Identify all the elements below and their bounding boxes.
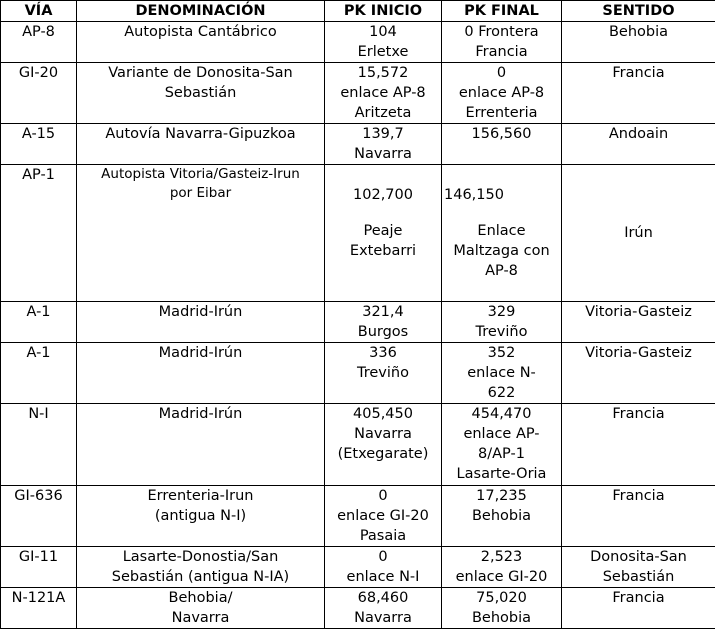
via-cell: A-1: [1, 302, 77, 343]
via-cell: AP-1: [1, 165, 77, 302]
table-row: [1, 547, 715, 588]
pk-inicio-cell: 405,450 Navarra (Etxegarate): [325, 404, 442, 486]
header-via: VÍA: [1, 1, 77, 22]
pk-inicio-cell: 104 Erletxe: [325, 22, 442, 63]
table-row: [1, 63, 715, 124]
pk-inicio-value: 102,700: [327, 185, 439, 221]
sentido-cell: Francia: [562, 486, 715, 547]
via-cell: A-15: [1, 124, 77, 165]
table-row: [1, 404, 715, 486]
pk-final-place: Enlace Maltzaga con AP-8: [444, 221, 559, 281]
pk-inicio-place: Peaje Extebarri: [327, 221, 439, 261]
table-row: [1, 588, 715, 629]
pk-final-cell: 2,523 enlace GI-20: [442, 547, 562, 588]
via-cell: GI-636: [1, 486, 77, 547]
pk-final-cell: 329 Treviño: [442, 302, 562, 343]
denominacion-cell: Variante de Donosita-San Sebastián: [77, 63, 325, 124]
header-denominacion: DENOMINACIÓN: [77, 1, 325, 22]
table-row: [1, 22, 715, 63]
denominacion-cell: Lasarte-Donostia/San Sebastián (antigua N-IA): [77, 547, 325, 588]
header-pk-final: PK FINAL: [442, 1, 562, 22]
denominacion-cell: Autopista Cantábrico: [77, 22, 325, 63]
pk-inicio-cell: 68,460 Navarra: [325, 588, 442, 629]
pk-inicio-cell: 321,4 Burgos: [325, 302, 442, 343]
sentido-cell: Francia: [562, 63, 715, 124]
header-row: [1, 1, 715, 22]
table-row: [1, 165, 715, 302]
via-cell: GI-20: [1, 63, 77, 124]
pk-final-cell: 0 enlace AP-8 Errenteria: [442, 63, 562, 124]
sentido-cell: Francia: [562, 404, 715, 486]
table-row: [1, 343, 715, 404]
denominacion-cell: Madrid-Irún: [77, 404, 325, 486]
pk-final-cell: 156,560: [442, 124, 562, 165]
pk-inicio-cell: 15,572 enlace AP-8 Aritzeta: [325, 63, 442, 124]
pk-final-cell: 0 Frontera Francia: [442, 22, 562, 63]
pk-inicio-cell: 336 Treviño: [325, 343, 442, 404]
sentido-cell: Vitoria-Gasteiz: [562, 302, 715, 343]
table-row: [1, 124, 715, 165]
pk-final-value: 146,150: [444, 185, 559, 221]
pk-final-cell: 17,235 Behobia: [442, 486, 562, 547]
pk-inicio-cell: 0 enlace N-I: [325, 547, 442, 588]
sentido-cell: Irún: [562, 165, 715, 302]
header-sentido: SENTIDO: [562, 1, 715, 22]
denominacion-cell: Madrid-Irún: [77, 343, 325, 404]
sentido-cell: Behobia: [562, 22, 715, 63]
denominacion-cell: Errenteria-Irun (antigua N-I): [77, 486, 325, 547]
sentido-cell: Francia: [562, 588, 715, 629]
via-cell: AP-8: [1, 22, 77, 63]
pk-inicio-cell: 139,7 Navarra: [325, 124, 442, 165]
pk-final-cell: 454,470 enlace AP- 8/AP-1 Lasarte-Oria: [442, 404, 562, 486]
sentido-cell: Vitoria-Gasteiz: [562, 343, 715, 404]
denominacion-cell: Behobia/ Navarra: [77, 588, 325, 629]
pk-final-cell: 352 enlace N- 622: [442, 343, 562, 404]
pk-inicio-cell: [325, 165, 442, 302]
via-cell: GI-11: [1, 547, 77, 588]
via-cell: A-1: [1, 343, 77, 404]
pk-final-cell: [442, 165, 562, 302]
pk-inicio-cell: 0 enlace GI-20 Pasaia: [325, 486, 442, 547]
pk-final-cell: 75,020 Behobia: [442, 588, 562, 629]
denominacion-cell: Autopista Vitoria/Gasteiz-Irun por Eibar: [77, 165, 325, 302]
via-cell: N-121A: [1, 588, 77, 629]
sentido-cell: Donosita-San Sebastián: [562, 547, 715, 588]
denominacion-cell: Autovía Navarra-Gipuzkoa: [77, 124, 325, 165]
denominacion-cell: Madrid-Irún: [77, 302, 325, 343]
header-pk-inicio: PK INICIO: [325, 1, 442, 22]
sentido-cell: Andoain: [562, 124, 715, 165]
table-row: [1, 302, 715, 343]
via-cell: N-I: [1, 404, 77, 486]
table-row: [1, 486, 715, 547]
